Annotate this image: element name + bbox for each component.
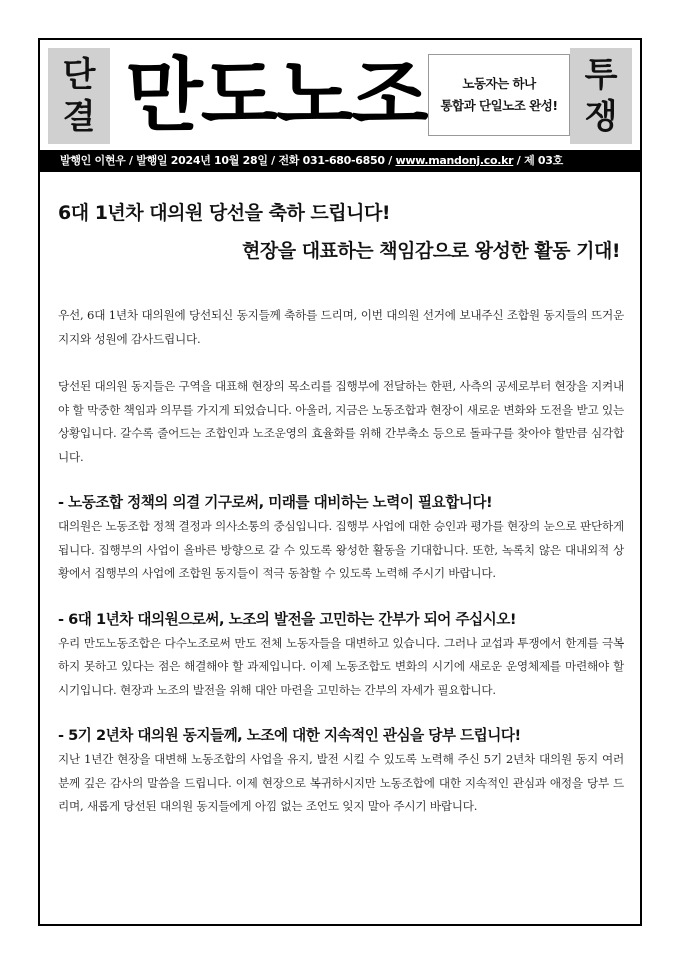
separator: / (125, 154, 137, 167)
slogan-unity-box (48, 48, 110, 144)
slogan-char: 투 (584, 55, 618, 95)
section-title: - 6대 1년차 대의원으로써, 노조의 발전을 고민하는 간부가 되어 주십시오! (58, 610, 517, 628)
intro-paragraph: 당선된 대의원 동지들은 구역을 대표해 현장의 목소리를 집행부에 전달하는 한편, 사측의 공세로부터 현장을 지켜내야 할 막중한 책임과 의무를 가지게 되었습니다. 아울러, 지금은 노동조합과 현장이 새로운 변화와 도전을 받고 있는 상황입니다. 갈수록 줄어드는 조합인과 노조운영의 효율화를 위해 간부축소 등으로 돌파구를 찾아야 할만큼 심각합니다. (58, 379, 624, 464)
headline-line-1: 6대 1년차 대의원 당선을 축하 드립니다! (58, 202, 390, 224)
phone: 전화 031-680-6850 (278, 154, 385, 167)
section-body: 대의원은 노동조합 정책 결정과 의사소통의 중심입니다. 집행부 사업에 대한 승인과 평가를 현장의 눈으로 판단하게 됩니다. 집행부의 사업이 올바른 방향으로 갈 수 있도록 왕성한 활동을 기대합니다. 또한, 녹록치 않은 대내외적 상황에서 집행부의 사업에 조합원 동지들이 적극 동참할 수 있도록 노력해 주시기 바랍니다. (58, 519, 624, 580)
intro-paragraph: 우선, 6대 1년차 대의원에 당선되신 동지들께 축하를 드리며, 이번 대의원 선거에 보내주신 조합원 동지들의 뜨거운 지지와 성원에 감사드립니다. (58, 308, 624, 346)
slogan-char: 단 (62, 55, 96, 95)
slogan-struggle-box (570, 48, 632, 144)
newsletter-title: 만도노조 (125, 49, 427, 142)
slogan-char: 쟁 (584, 97, 618, 137)
masthead (40, 40, 640, 150)
separator: / (267, 154, 279, 167)
separator: / (513, 154, 525, 167)
slogan-line: 노동자는 하나 (462, 76, 536, 91)
publish-date: 발행일 2024년 10월 28일 (136, 154, 268, 167)
article (58, 200, 624, 819)
newsletter-frame (38, 38, 642, 926)
section-body: 지난 1년간 현장을 대변해 노동조합의 사업을 유지, 발전 시킬 수 있도록 노력해 주신 5기 2년차 대의원 동지 여러분께 깊은 감사의 말씀을 드립니다. 이제 현장으로 복귀하시지만 노동조합에 대한 지속적인 관심과 애정을 당부 드리며, 새롭게 당선된 대의원 동지들에게 아낌 없는 조언도 잊지 말아 주시기 바랍니다. (58, 752, 624, 813)
slogan-line: 통합과 단일노조 완성! (440, 98, 558, 113)
section-body: 우리 만도노동조합은 다수노조로써 만도 전체 노동자들을 대변하고 있습니다. 그러나 교섭과 투쟁에서 한계를 극복하지 못하고 있다는 점은 해결해야 할 과제입니다. 이제 노동조합도 변화의 시기에 새로운 운영체제를 마련해야 할 시기입니다. 현장과 노조의 발전을 위해 대안 마련을 고민하는 간부의 자세가 필요합니다. (58, 635, 624, 697)
publication-info-bar (40, 150, 640, 172)
website-link[interactable]: www.mandonj.co.kr (395, 154, 514, 167)
separator: / (384, 154, 396, 167)
headline-line-2: 현장을 대표하는 책임감으로 왕성한 활동 기대! (242, 240, 620, 262)
issue-number: 제 03호 (524, 154, 563, 167)
section-title: - 노동조합 정책의 의결 기구로써, 미래를 대비하는 노력이 필요합니다! (58, 494, 493, 511)
slogan-box (428, 54, 570, 136)
section-title: - 5기 2년차 대의원 동지들께, 노조에 대한 지속적인 관심을 당부 드립니다! (58, 727, 521, 744)
slogan-char: 결 (62, 97, 96, 137)
publisher: 발행인 이현우 (60, 154, 126, 167)
